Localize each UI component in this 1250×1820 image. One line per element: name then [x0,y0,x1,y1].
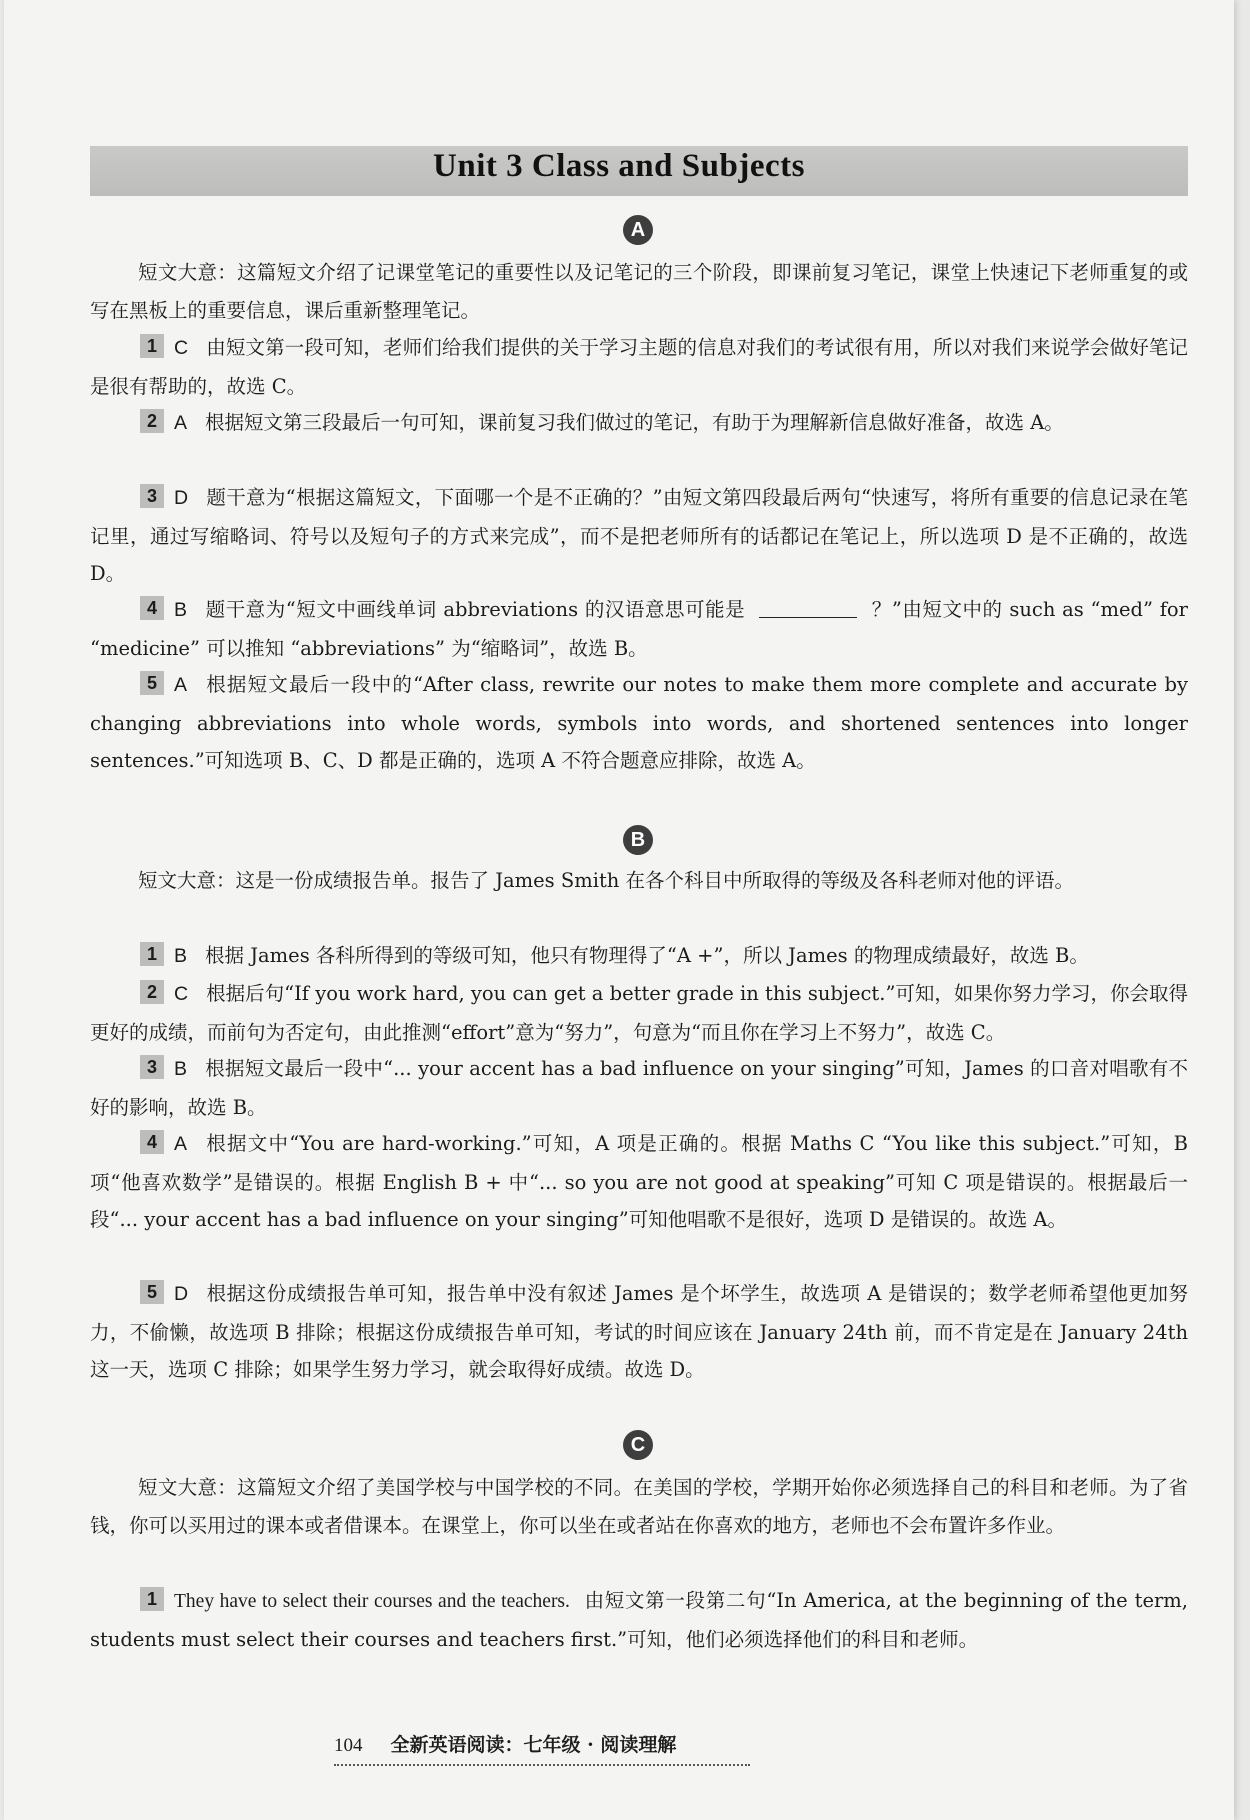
section-a-badge: A [623,215,653,245]
section-c-item-1 [90,1582,1188,1658]
section-b-item-2 [90,975,1188,1051]
section-a-item-4 [90,591,1188,667]
item-number: 5 [140,671,164,695]
item-explanation-part1: 题干意为“短文中画线单词 abbreviations 的汉语意思可能是 [205,598,746,621]
section-a-item-3 [90,479,1188,593]
item-explanation: 根据短文第三段最后一句可知，课前复习我们做过的笔记，有助于为理解新信息做好准备，故选 A。 [205,411,1064,434]
book-title: 全新英语阅读：七年级 · 阅读理解 [390,1734,677,1756]
page-footer [334,1730,676,1757]
item-number: 5 [140,1280,164,1304]
item-number: 1 [140,334,164,358]
section-b-summary: 短文大意：这是一份成绩报告单。报告了 James Smith 在各个科目中所取得的等级及各科老师对他的评语。 [138,869,1075,892]
item-explanation: 由短文第一段可知，老师们给我们提供的关于学习主题的信息对我们的考试很有用，所以对我们来说学会做好笔记是很有帮助的，故选 C。 [90,336,1188,398]
item-answer: B [174,599,188,621]
section-b-item-1 [90,937,1188,976]
document-page [4,0,1234,1820]
item-answer: D [174,1283,189,1305]
page-title: Unit 3 Class and Subjects [433,148,805,184]
section-c-badge: C [623,1430,653,1460]
item-answer: A [174,1133,188,1155]
item-answer: A [174,674,188,696]
item-explanation: 根据文中“You are hard-working.”可知，A 项是正确的。根据 Maths C “You like this subject.”可知，B 项“他喜欢数学”是错误的。根据 English B + 中“... so you are not good at speaking”可知 C 项是错误的。根据最后一段“... your accent has a bad influence on your singing”可知他唱歌不是很好，选项 D 是错误的。故选 A。 [90,1132,1188,1231]
item-explanation: 由短文第一段第二句“In America, at the beginning of the term, students must select their courses and teachers first.”可知，他们必须选择他们的科目和老师。 [90,1589,1188,1651]
section-b-item-3 [90,1050,1188,1126]
section-b-item-5 [90,1275,1188,1389]
item-number: 2 [140,409,164,433]
item-number: 4 [140,596,164,620]
item-number: 2 [140,980,164,1004]
section-a-summary: 短文大意：这篇短文介绍了记课堂笔记的重要性以及记笔记的三个阶段，即课前复习笔记，课堂上快速记下老师重复的或写在黑板上的重要信息，课后重新整理笔记。 [90,261,1188,322]
item-explanation: 根据后句“If you work hard, you can get a better grade in this subject.”可知，如果你努力学习，你会取得更好的成绩，而前句为否定句，由此推测“effort”意为“努力”，句意为“而且你在学习上不努力”，故选 C。 [90,982,1188,1044]
item-number: 4 [140,1130,164,1154]
section-a-item-5 [90,666,1188,780]
item-explanation: 根据 James 各科所得到的等级可知，他只有物理得了“A +”，所以 James 的物理成绩最好，故选 B。 [205,944,1089,967]
item-answer: C [174,983,189,1005]
item-answer: B [174,945,188,967]
item-explanation: 根据短文最后一段中的“After class, rewrite our notes to make them more complete and accurate by changing abbreviations into whole words, symbols into words, and shortened sentences into longer sentences.”可知选项 B、C、D 都是正确的，选项 A 不符合题意应排除，故选 A。 [90,673,1188,772]
section-a-item-1 [90,329,1188,405]
item-answer: They have to select their courses and the teachers. [174,1591,570,1612]
answer-blank [759,597,857,618]
item-number: 1 [140,1587,164,1611]
item-answer: D [174,487,189,509]
item-answer: C [174,337,189,359]
item-explanation: 题干意为“根据这篇短文，下面哪一个是不正确的？”由短文第四段最后两句“快速写，将所有重要的信息记录在笔记里，通过写缩略词、符号以及短句子的方式来完成”，而不是把老师所有的话都记在笔记上，所以选项 D 是不正确的，故选 D。 [90,486,1188,585]
item-number: 1 [140,942,164,966]
item-explanation: 根据这份成绩报告单可知，报告单中没有叙述 James 是个坏学生，故选项 A 是错误的；数学老师希望他更加努力，不偷懒，故选项 B 排除；根据这份成绩报告单可知，考试的时间应该在 January 24th 前，而不肯定是在 January 24th 这一天，选项 C 排除；如果学生努力学习，就会取得好成绩。故选 D。 [90,1282,1188,1381]
item-answer: A [174,412,188,434]
section-b-item-4 [90,1125,1188,1239]
footer-divider [334,1764,750,1766]
page-number: 104 [334,1735,363,1756]
item-explanation: 根据短文最后一段中“... your accent has a bad influence on your singing”可知，James 的口音对唱歌有不好的影响，故选 B。 [90,1057,1188,1119]
item-number: 3 [140,484,164,508]
item-explanation-part2: ？”由短文中的 such as “med” for “medicine” 可以推知 “abbreviations” 为“缩略词”，故选 B。 [90,598,1188,660]
item-answer: B [174,1058,188,1080]
item-number: 3 [140,1055,164,1079]
section-b-badge: B [623,825,653,855]
section-a-item-2 [90,404,1188,443]
section-c-summary: 短文大意：这篇短文介绍了美国学校与中国学校的不同。在美国的学校，学期开始你必须选择自己的科目和老师。为了省钱，你可以买用过的课本或者借课本。在课堂上，你可以坐在或者站在你喜欢的地方，老师也不会布置许多作业。 [90,1476,1188,1537]
